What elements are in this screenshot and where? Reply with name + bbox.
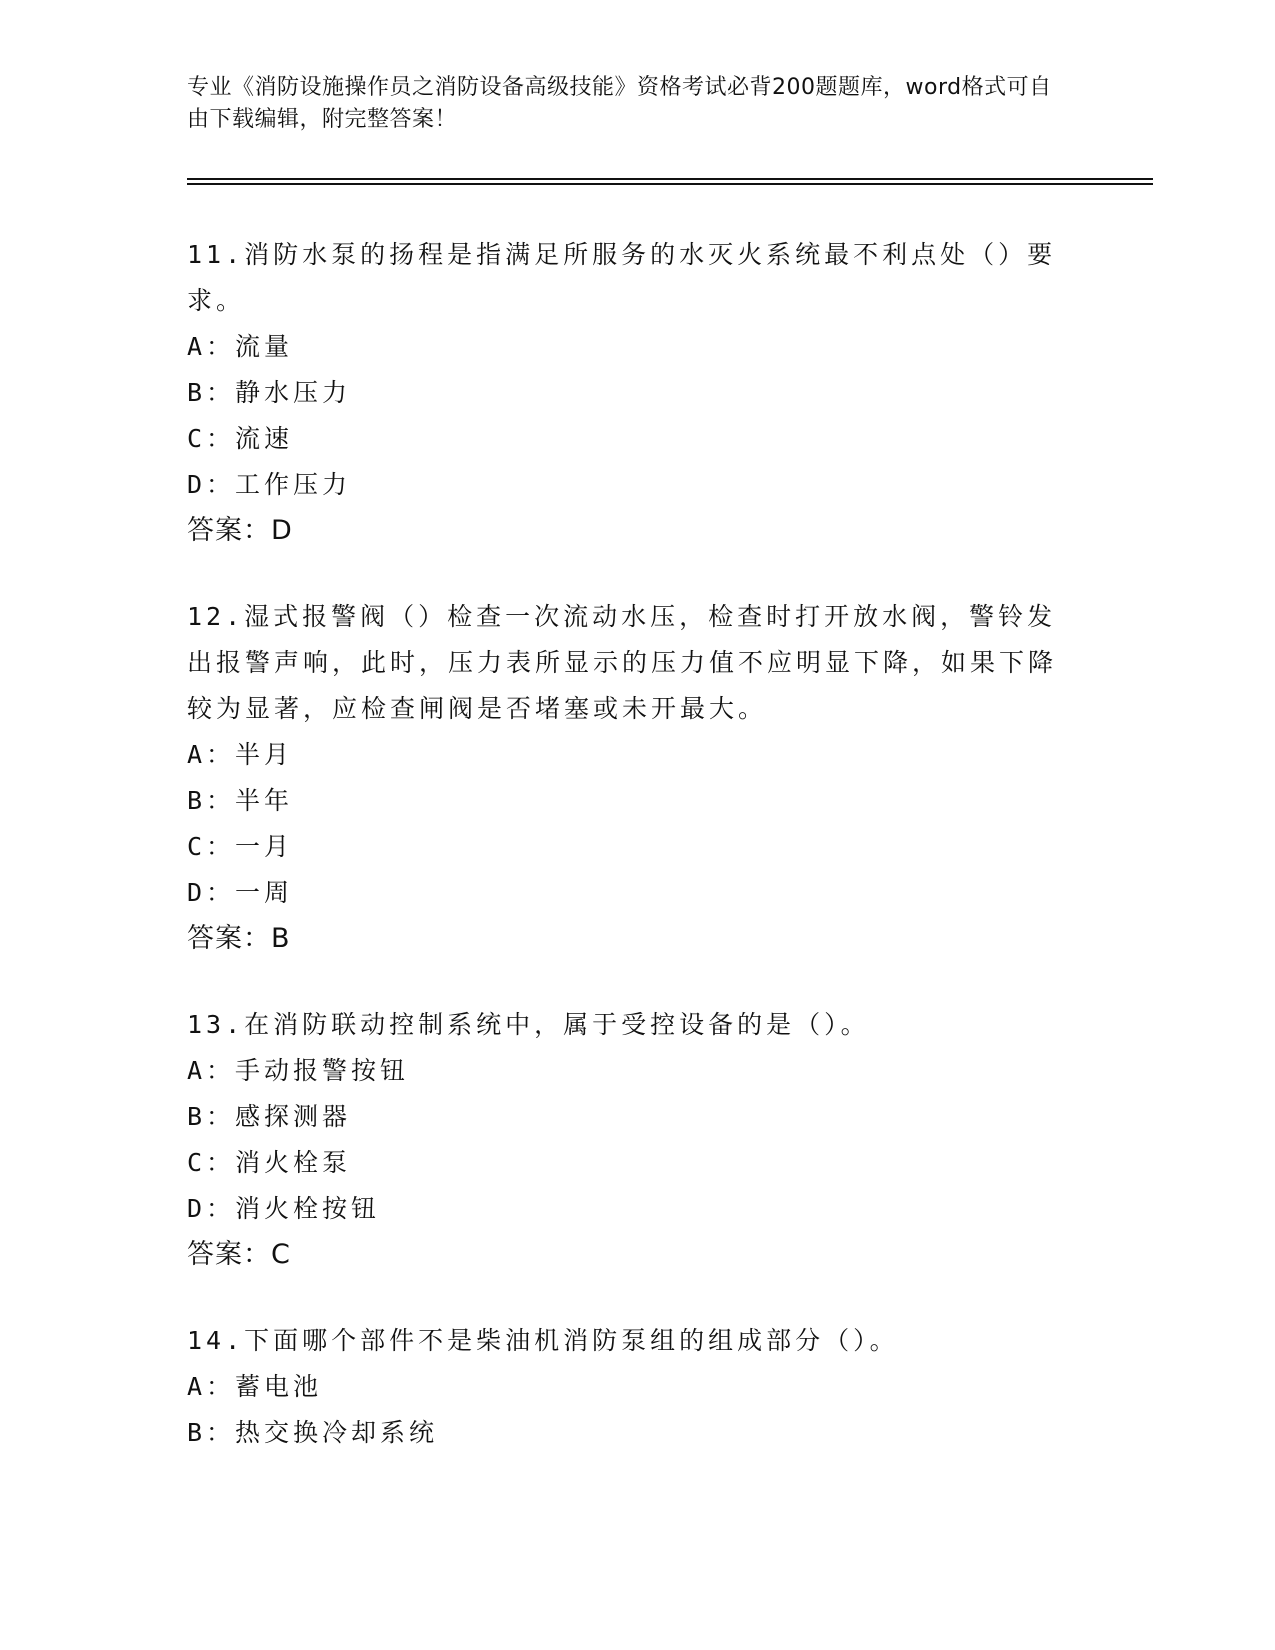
option-b: B：热交换冷却系统 <box>187 1418 439 1447</box>
header-divider-top <box>187 178 1153 180</box>
option-a: A：手动报警按钮 <box>187 1056 410 1085</box>
option-c: C：流速 <box>187 424 294 453</box>
answer: 答案：D <box>187 515 293 546</box>
option-c: C：消火栓泵 <box>187 1148 352 1177</box>
answer: 答案：B <box>187 923 291 954</box>
option-b: B：感探测器 <box>187 1102 352 1131</box>
option-b: B：半年 <box>187 786 294 815</box>
header-divider-bottom <box>187 183 1153 185</box>
option-a: A：蓄电池 <box>187 1372 323 1401</box>
option-d: D：工作压力 <box>187 470 352 499</box>
question-text: 11.消防水泵的扬程是指满足所服务的水灭火系统最不利点处（）要求。 <box>187 240 1057 315</box>
option-d: D：一周 <box>187 878 294 907</box>
answer: 答案：C <box>187 1239 291 1270</box>
question-text: 14.下面哪个部件不是柴油机消防泵组的组成部分（）。 <box>187 1326 899 1355</box>
option-b: B：静水压力 <box>187 378 352 407</box>
option-a: A：流量 <box>187 332 294 361</box>
question-11 <box>187 232 1077 554</box>
question-text: 12.湿式报警阀（）检查一次流动水压，检查时打开放水阀，警铃发出报警声响，此时，压力表所显示的压力值不应明显下降，如果下降较为显著，应检查闸阀是否堵塞或未开最大。 <box>187 602 1058 723</box>
option-c: C：一月 <box>187 832 294 861</box>
question-text: 13.在消防联动控制系统中，属于受控设备的是（）。 <box>187 1010 870 1039</box>
question-list <box>187 232 1077 1496</box>
document-header: 专业《消防设施操作员之消防设备高级技能》资格考试必背200题题库，word格式可自由下载编辑，附完整答案！ <box>187 75 1052 132</box>
option-a: A：半月 <box>187 740 294 769</box>
question-12 <box>187 594 1077 962</box>
question-13 <box>187 1002 1077 1278</box>
question-14 <box>187 1318 1077 1456</box>
option-d: D：消火栓按钮 <box>187 1194 381 1223</box>
